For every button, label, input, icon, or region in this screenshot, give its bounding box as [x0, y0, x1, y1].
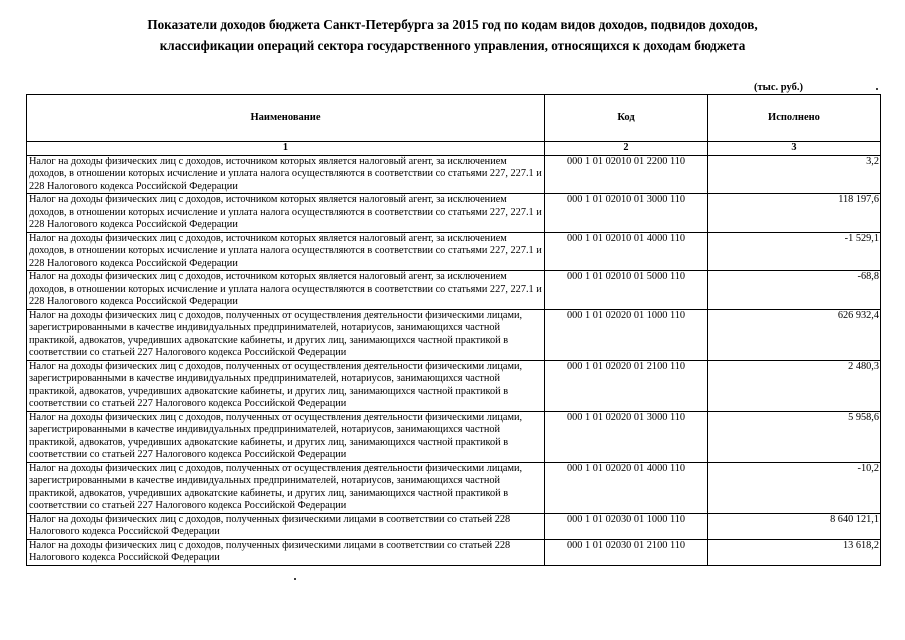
table-row: [27, 155, 881, 194]
row-code: 000 1 01 02010 01 4000 110: [545, 232, 708, 271]
row-name: Налог на доходы физических лиц с доходов, полученных от осуществления деятельности физическими лицами, зарегистрированными в качестве индивидуальных предпринимателей, нотариусов, занимающихся частной практикой, адвокатов, учредивших адвокатские кабинеты, и других лиц, занимающихся частной практикой в соответствии со статьей 227 Налогового кодекса Российской Федерации: [27, 309, 545, 360]
row-amount: -1 529,1: [708, 232, 881, 271]
document-title: [0, 14, 905, 56]
row-amount: 13 618,2: [708, 539, 881, 565]
table-row: [27, 462, 881, 513]
row-name: Налог на доходы физических лиц с доходов, полученных от осуществления деятельности физическими лицами, зарегистрированными в качестве индивидуальных предпринимателей, нотариусов, занимающихся частной практикой, адвокатов, учредивших адвокатские кабинеты, и других лиц, занимающихся частной практикой в соответствии со статьей 227 Налогового кодекса Российской Федерации: [27, 462, 545, 513]
table-row: [27, 411, 881, 462]
row-code: 000 1 01 02020 01 3000 110: [545, 411, 708, 462]
header-name: Наименование: [27, 95, 545, 142]
row-amount: 2 480,3: [708, 360, 881, 411]
row-amount: 5 958,6: [708, 411, 881, 462]
row-code: 000 1 01 02010 01 2200 110: [545, 155, 708, 194]
row-name: Налог на доходы физических лиц с доходов, полученных физическими лицами в соответствии со статьей 228 Налогового кодекса Российской Федерации: [27, 539, 545, 565]
row-amount: 8 640 121,1: [708, 513, 881, 539]
title-line-2: классификации операций сектора государственного управления, относящихся к доходам бюджета: [159, 38, 746, 53]
row-code: 000 1 01 02010 01 3000 110: [545, 194, 708, 233]
revenue-table: [26, 94, 881, 566]
row-amount: 626 932,4: [708, 309, 881, 360]
row-amount: -68,8: [708, 271, 881, 310]
scan-speck: [294, 578, 296, 580]
column-number-3: 3: [708, 142, 881, 156]
title-line-1: Показатели доходов бюджета Санкт-Петербурга за 2015 год по кодам видов доходов, подвидов доходов,: [147, 17, 758, 32]
table-row: [27, 271, 881, 310]
column-number-1: 1: [27, 142, 545, 156]
row-amount: -10,2: [708, 462, 881, 513]
column-number-row: [27, 142, 881, 156]
row-name: Налог на доходы физических лиц с доходов, полученных от осуществления деятельности физическими лицами, зарегистрированными в качестве индивидуальных предпринимателей, нотариусов, занимающихся частной практикой, адвокатов, учредивших адвокатские кабинеты, и других лиц, занимающихся частной практикой в соответствии со статьей 227 Налогового кодекса Российской Федерации: [27, 360, 545, 411]
row-amount: 118 197,6: [708, 194, 881, 233]
row-code: 000 1 01 02020 01 1000 110: [545, 309, 708, 360]
table-row: [27, 539, 881, 565]
table-row: [27, 232, 881, 271]
row-name: Налог на доходы физических лиц с доходов, источником которых является налоговый агент, за исключением доходов, в отношении которых исчисление и уплата налога осуществляются в соответствии со статьями 227, 227.1 и 228 Налогового кодекса Российской Федерации: [27, 155, 545, 194]
header-row: [27, 95, 881, 142]
table-row: [27, 360, 881, 411]
table-row: [27, 513, 881, 539]
header-amount: Исполнено: [708, 95, 881, 142]
scan-speck: [876, 88, 878, 90]
row-name: Налог на доходы физических лиц с доходов, полученных физическими лицами в соответствии со статьей 228 Налогового кодекса Российской Федерации: [27, 513, 545, 539]
table-row: [27, 194, 881, 233]
header-code: Код: [545, 95, 708, 142]
row-code: 000 1 01 02010 01 5000 110: [545, 271, 708, 310]
row-amount: 3,2: [708, 155, 881, 194]
row-name: Налог на доходы физических лиц с доходов, полученных от осуществления деятельности физическими лицами, зарегистрированными в качестве индивидуальных предпринимателей, нотариусов, занимающихся частной практикой, адвокатов, учредивших адвокатские кабинеты, и других лиц, занимающихся частной практикой в соответствии со статьей 227 Налогового кодекса Российской Федерации: [27, 411, 545, 462]
units-label: (тыс. руб.): [754, 82, 803, 93]
row-code: 000 1 01 02020 01 2100 110: [545, 360, 708, 411]
row-code: 000 1 01 02020 01 4000 110: [545, 462, 708, 513]
row-name: Налог на доходы физических лиц с доходов, источником которых является налоговый агент, за исключением доходов, в отношении которых исчисление и уплата налога осуществляются в соответствии со статьями 227, 227.1 и 228 Налогового кодекса Российской Федерации: [27, 194, 545, 233]
table-row: [27, 309, 881, 360]
row-code: 000 1 01 02030 01 2100 110: [545, 539, 708, 565]
column-number-2: 2: [545, 142, 708, 156]
row-name: Налог на доходы физических лиц с доходов, источником которых является налоговый агент, за исключением доходов, в отношении которых исчисление и уплата налога осуществляются в соответствии со статьями 227, 227.1 и 228 Налогового кодекса Российской Федерации: [27, 271, 545, 310]
row-code: 000 1 01 02030 01 1000 110: [545, 513, 708, 539]
row-name: Налог на доходы физических лиц с доходов, источником которых является налоговый агент, за исключением доходов, в отношении которых исчисление и уплата налога осуществляются в соответствии со статьями 227, 227.1 и 228 Налогового кодекса Российской Федерации: [27, 232, 545, 271]
